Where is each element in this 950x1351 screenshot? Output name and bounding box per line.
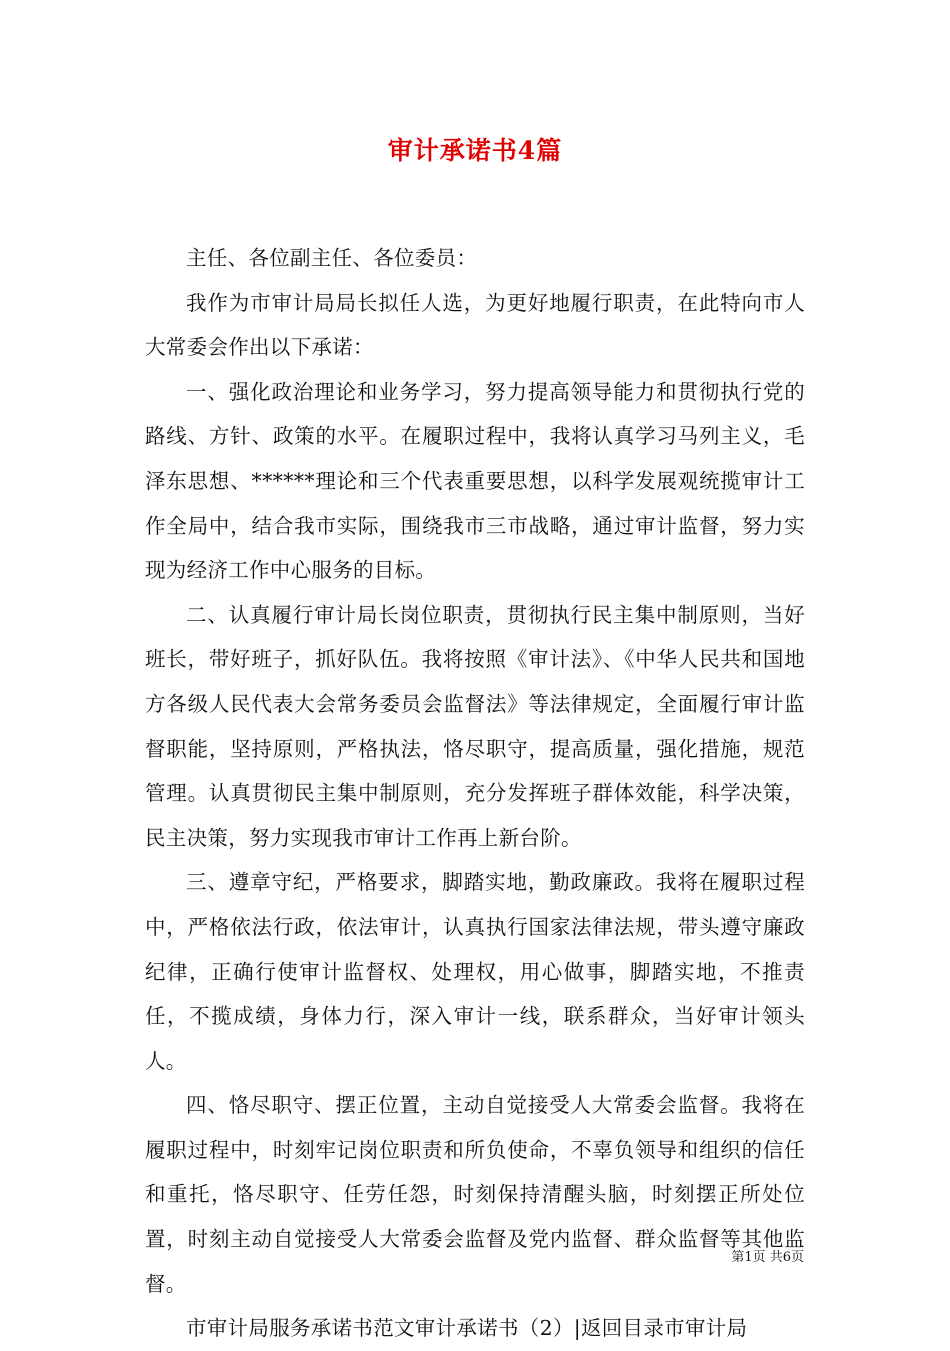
paragraph-point-2: 二、认真履行审计局长岗位职责，贯彻执行民主集中制原则，当好班长，带好班子，抓好队伍。我将按照《审计法》、《中华人民共和国地方各级人民代表大会常务委员会监督法》等法律规定，全面履行审计监督职能，坚持原则，严格执法，恪尽职守，提高质量，强化措施，规范管理。认真贯彻民主集中制原则，充分发挥班子群体效能，科学决策，民主决策，努力实现我市审计工作再上新台阶。 <box>145 602 805 850</box>
paragraph-point-1: 一、强化政治理论和业务学习，努力提高领导能力和贯彻执行党的路线、方针、政策的水平。在履职过程中，我将认真学习马列主义，毛泽东思想、******理论和三个代表重要思想，以科学发展观统揽审计工作全局中，结合我市实际，围绕我市三市战略，通过审计监督，努力实现为经济工作中心服务的目标。 <box>145 379 805 583</box>
paragraph-intro: 我作为市审计局局长拟任人选，为更好地履行职责，在此特向市人大常委会作出以下承诺： <box>145 290 805 360</box>
document-title: 审计承诺书4篇 <box>387 136 563 165</box>
paragraph-salutation: 主任、各位副主任、各位委员： <box>186 246 478 270</box>
paragraph-point-3: 三、遵章守纪，严格要求，脚踏实地，勤政廉政。我将在履职过程中，严格依法行政，依法审计，认真执行国家法律法规，带头遵守廉政纪律，正确行使审计监督权、处理权，用心做事，脚踏实地，不推责任，不揽成绩，身体力行，深入审计一线，联系群众，当好审计领头人。 <box>145 870 805 1073</box>
page-number-footer: 第1页 共6页 <box>731 1250 804 1265</box>
paragraph-next-section: 市审计局服务承诺书范文审计承诺书（2）|返回目录市审计局 <box>186 1316 748 1341</box>
document-body <box>145 236 805 1351</box>
paragraph-point-4: 四、恪尽职守、摆正位置，主动自觉接受人大常委会监督。我将在履职过程中，时刻牢记岗位职责和所负使命，不辜负领导和组织的信任和重托，恪尽职守、任劳任怨，时刻保持清醒头脑，时刻摆正所处位置，时刻主动自觉接受人大常委会监督及党内监督、群众监督等其他监督。 <box>145 1093 805 1296</box>
